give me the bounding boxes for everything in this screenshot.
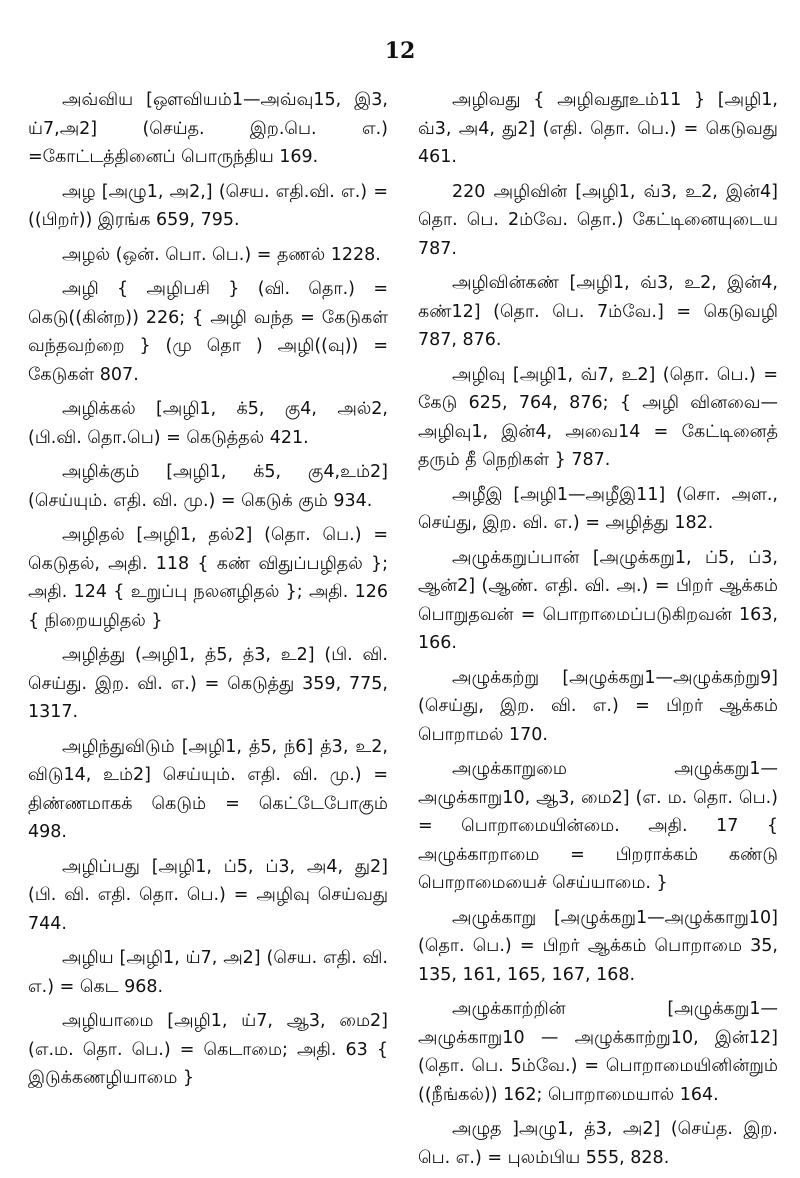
- entry: அழல் (ஒன். பொ. பெ.) = தணல் 1228.: [62, 244, 381, 265]
- entry: அழி { அழிபசி } (வி. தொ.) = கெடு((கின்ற)) 226; { அழி வந்த = கேடுகள் வந்தவற்றை } (மு தொ ) அழி((வு)) = கேடுகள் 807.: [28, 279, 388, 385]
- entry: அழுக்காறுமை அழுக்கறு1—அழுக்காறு10, ஆ3, மை2] (எ. ம. தொ. பெ.) = பொறாமையின்மை. அதி. 17 { அழுக்காறாமை = பிறராக்கம் கண்டு பொறாமையைச் செய்யாமை. }: [418, 759, 778, 893]
- entry: அழிக்கல் [அழி1, க்5, கு4, அல்2, (பி.வி. தொ.பெ) = கெடுத்தல் 421.: [28, 399, 388, 448]
- entry: அழிவு [அழி1, வ்7, உ2] (தொ. பெ.) = கேடு 625, 764, 876; { அழி வினவை—அழிவு1, இன்4, அவை14 = கேட்டினைத் தரும் தீ நெறிகள் } 787.: [418, 364, 778, 470]
- entry: அழிக்கும் [அழி1, க்5, கு4,உம்2] (செய்யும். எதி. வி. மு.) = கெடுக் கும் 934.: [28, 462, 388, 511]
- entry: அழுக்காற்றின் [அழுக்கறு1—அழுக்காறு10 — அழுக்காற்று10, இன்12] (தொ. பெ. 5ம்வே.) = பொறாமையினின்றும் ((நீங்கல்)) 162; பொறாமையால் 164.: [418, 999, 778, 1105]
- entry: அழிவது { அழிவதூஉம்11 } [அழி1, வ்3, அ4, து2] (எதி. தொ. பெ.) = கெடுவது 461.: [418, 90, 778, 167]
- entry: அழுத ]அழு1, த்3, அ2] (செய்த. இற. பெ. எ.) = புலம்பிய 555, 828.: [418, 1119, 778, 1168]
- entry: அவ்விய [ஔவியம்1—அவ்வு15, இ3, ய்7,அ2] (செய்த. இற.பெ. எ.) =கோட்டத்தினைப் பொருந்திய 169.: [28, 90, 388, 167]
- entry: அழுக்கறுப்பான் [அழுக்கறு1, ப்5, ப்3, ஆன்2] (ஆண். எதி. வி. அ.) = பிறர் ஆக்கம் பொறுதவன் = பொறாமைப்படுகிறவன் 163, 166.: [418, 547, 778, 653]
- entry: அழிவின்கண் [அழி1, வ்3, உ2, இன்4, கண்12] (தொ. பெ. 7ம்வே.] = கெடுவழி 787, 876.: [418, 273, 778, 350]
- entry: அழிதல் [அழி1, தல்2] (தொ. பெ.) = கெடுதல், அதி. 118 { கண் விதுப்பழிதல் }; அதி. 124 { உறுப்பு நலனழிதல் }; அதி. 126 { நிறையழிதல் }: [28, 525, 388, 631]
- right-column: [418, 86, 778, 1178]
- entry: அழீஇ [அழி1—அழீஇ11] (சொ. அள., செய்து, இற. வி. எ.) = அழித்து 182.: [418, 484, 778, 533]
- entry: அழியாமை [அழி1, ய்7, ஆ3, மை2] (எ.ம. தொ. பெ.) = கெடாமை; அதி. 63 { இடுக்கணழியாமை }: [28, 1011, 388, 1088]
- entry: அழ [அழு1, அ2,] (செய. எதி.வி. எ.) = ((பிறர்)) இரங்க 659, 795.: [28, 181, 388, 230]
- entry: அழுக்கற்று [அழுக்கறு1—அழுக்கற்று9] (செய்து, இற. வி. எ.) = பிறர் ஆக்கம் பொறாமல் 170.: [418, 667, 778, 745]
- entry: அழிந்துவிடும் [அழி1, த்5, ந்6] த்3, உ2, விடு14, உம்2] செய்யும். எதி. வி. மு.) = திண்ணமாகக் கெடும் = கெட்டேபோகும் 498.: [28, 736, 388, 842]
- entry: அழுக்காறு [அழுக்கறு1—அழுக்காறு10] (தொ. பெ.) = பிறர் ஆக்கம் பொறாமை 35, 135, 161, 165, 167, 168.: [418, 907, 778, 985]
- page-number: 12: [384, 38, 416, 64]
- entry: அழிய [அழி1, ய்7, அ2] (செய. எதி. வி. எ.) = கெட 968.: [28, 948, 388, 997]
- entry: அழிப்பது [அழி1, ப்5, ப்3, அ4, து2] (பி. வி. எதி. தொ. பெ.) = அழிவு செய்வது 744.: [28, 856, 388, 934]
- left-column: [28, 86, 388, 1099]
- entry: 220 அழிவின் [அழி1, வ்3, உ2, இன்4] தொ. பெ. 2ம்வே. தொ.) கேட்டினையுடைய 787.: [418, 181, 778, 259]
- entry: அழித்து (அழி1, த்5, த்3, உ2] (பி. வி. செய்து. இற. வி. எ.) = கெடுத்து 359, 775, 1317.: [28, 645, 388, 722]
